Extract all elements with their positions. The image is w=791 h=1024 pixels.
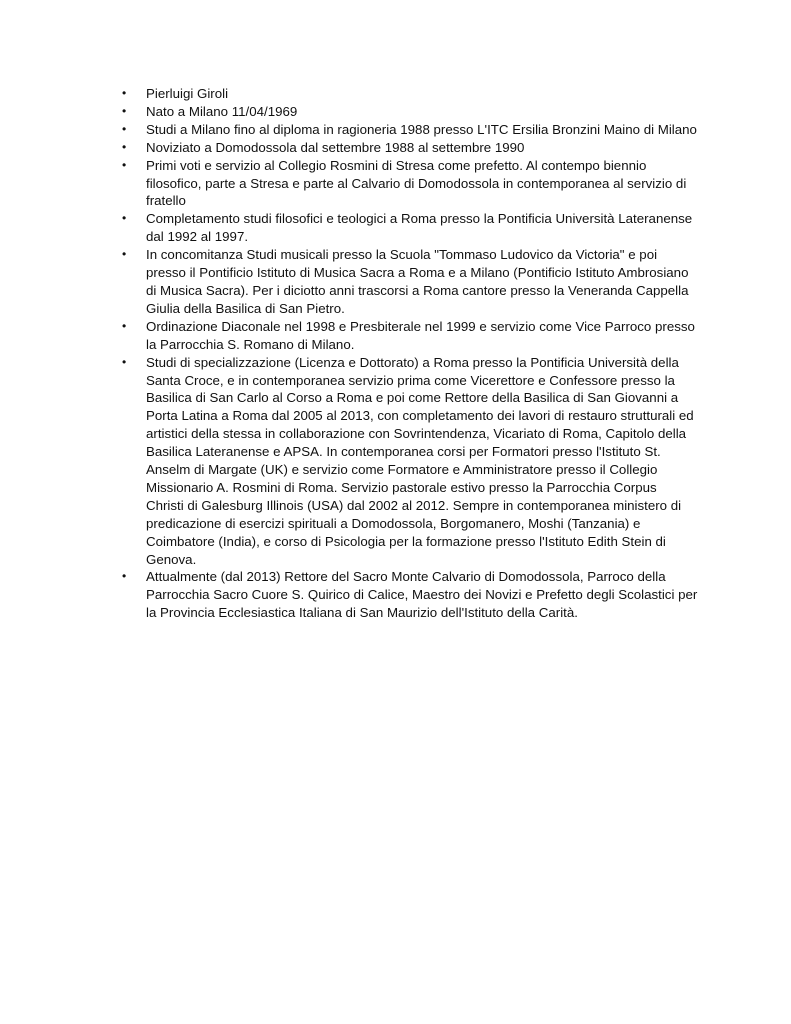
bullet-icon: • [122,211,127,226]
list-item-text: Nato a Milano 11/04/1969 [146,103,298,119]
bullet-icon: • [122,121,127,136]
list-item-text: Completamento studi filosofici e teologici a Roma presso la Pontificia Università Lateranense dal 1992 al 1997. [146,211,693,245]
list-item [118,139,698,157]
list-item [118,210,698,246]
list-item-text: Primi voti e servizio al Collegio Rosmini di Stresa come prefetto. Al contempo biennio filosofico, parte a Stresa e parte al Calvario di Domodossola in contemporanea al servizio di fratello [146,157,687,209]
bullet-icon: • [122,86,127,100]
list-item-text: Studi a Milano fino al diploma in ragioneria 1988 presso L'ITC Ersilia Bronzini Maino di Milano [146,121,697,137]
bullet-icon: • [122,247,127,262]
list-item [118,354,698,569]
bullet-icon: • [122,139,127,154]
list-item-text: Attualmente (dal 2013) Rettore del Sacro Monte Calvario di Domodossola, Parroco della Parrocchia Sacro Cuore S. Quirico di Calice, Maestro dei Novizi e Prefetto degli Scolastici per la Provincia Ecclesiastica Italiana di San Maurizio dell'Istituto della Carità. [146,569,698,621]
bullet-icon: • [122,157,127,172]
list-item-text: Noviziato a Domodossola dal settembre 1988 al settembre 1990 [146,139,525,155]
list-item [118,246,698,318]
list-item [118,157,698,211]
bullet-icon: • [122,354,127,369]
bullet-icon: • [122,318,127,333]
bullet-icon: • [122,103,127,118]
list-item [118,121,698,139]
list-item-text: In concomitanza Studi musicali presso la Scuola "Tommaso Ludovico da Victoria" e poi presso il Pontificio Istituto di Musica Sacra a Roma e a Milano (Pontificio Istituto Ambrosiano di Musica Sacra). Per i diciotto anni trascorsi a Roma cantore presso la Veneranda Cappella Giulia della Basilica di San Pietro. [146,247,689,316]
list-item [118,568,698,622]
list-item-text: Pierluigi Giroli [146,86,229,101]
list-item [118,103,698,121]
list-item [118,318,698,354]
bullet-icon: • [122,569,127,584]
biography-list [118,85,698,622]
list-item-text: Ordinazione Diaconale nel 1998 e Presbiterale nel 1999 e servizio come Vice Parroco presso la Parrocchia S. Romano di Milano. [146,318,695,352]
list-item-text: Studi di specializzazione (Licenza e Dottorato) a Roma presso la Pontificia Università della Santa Croce, e in contemporanea servizio prima come Vicerettore e Confessore presso la Basilica di San Carlo al Corso a Roma e poi come Rettore della Basilica di San Giovanni a Porta Latina a Roma dal 2005 al 2013, con completamento dei lavori di restauro strutturali ed artistici della stessa in collaborazione con Sovrintendenza, Vicariato di Roma, Capitolo della Basilica Lateranense e APSA. In contemporanea corsi per Formatori presso l'Istituto St. Anselm di Margate (UK) e servizio come Formatore e Amministratore presso il Collegio Missionario A. Rosmini di Roma. Servizio pastorale estivo presso la Parrocchia Corpus Christi di Galesburg Illinois (USA) dal 2002 al 2012. Sempre in contemporanea ministero di predicazione di esercizi spirituali a Domodossola, Borgomanero, Moshi (Tanzania) e Coimbatore (India), e corso di Psicologia per la formazione presso l'Istituto Edith Stein di Genova. [146,354,694,567]
list-item [118,85,698,103]
